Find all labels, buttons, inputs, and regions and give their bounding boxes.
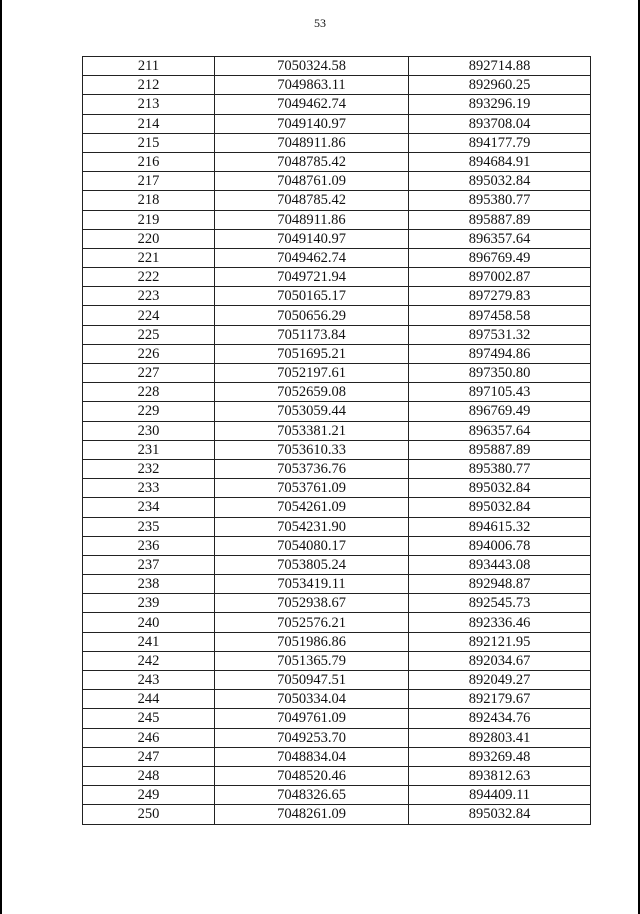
point-number-cell: 224 xyxy=(83,306,215,325)
easting-cell: 894177.79 xyxy=(409,133,591,152)
point-number-cell: 240 xyxy=(83,613,215,632)
northing-cell: 7048326.65 xyxy=(215,786,409,805)
table-row xyxy=(83,57,591,76)
point-number-cell: 213 xyxy=(83,95,215,114)
table-row xyxy=(83,210,591,229)
northing-cell: 7053610.33 xyxy=(215,440,409,459)
easting-cell: 892179.67 xyxy=(409,690,591,709)
coordinates-table xyxy=(82,56,591,825)
table-row xyxy=(83,364,591,383)
easting-cell: 895032.84 xyxy=(409,805,591,824)
table-row xyxy=(83,421,591,440)
point-number-cell: 237 xyxy=(83,555,215,574)
easting-cell: 894006.78 xyxy=(409,536,591,555)
point-number-cell: 216 xyxy=(83,152,215,171)
northing-cell: 7049253.70 xyxy=(215,728,409,747)
northing-cell: 7054231.90 xyxy=(215,517,409,536)
northing-cell: 7053736.76 xyxy=(215,459,409,478)
easting-cell: 892545.73 xyxy=(409,594,591,613)
point-number-cell: 241 xyxy=(83,632,215,651)
northing-cell: 7048785.42 xyxy=(215,191,409,210)
table-row xyxy=(83,229,591,248)
northing-cell: 7050165.17 xyxy=(215,287,409,306)
point-number-cell: 218 xyxy=(83,191,215,210)
easting-cell: 892714.88 xyxy=(409,57,591,76)
easting-cell: 895380.77 xyxy=(409,459,591,478)
northing-cell: 7054261.09 xyxy=(215,498,409,517)
easting-cell: 895032.84 xyxy=(409,479,591,498)
point-number-cell: 219 xyxy=(83,210,215,229)
easting-cell: 896357.64 xyxy=(409,229,591,248)
easting-cell: 897494.86 xyxy=(409,344,591,363)
northing-cell: 7048761.09 xyxy=(215,172,409,191)
easting-cell: 895032.84 xyxy=(409,172,591,191)
table-row xyxy=(83,76,591,95)
point-number-cell: 227 xyxy=(83,364,215,383)
table-row xyxy=(83,651,591,670)
point-number-cell: 225 xyxy=(83,325,215,344)
northing-cell: 7051695.21 xyxy=(215,344,409,363)
table-row xyxy=(83,172,591,191)
northing-cell: 7054080.17 xyxy=(215,536,409,555)
table-row xyxy=(83,728,591,747)
easting-cell: 897279.83 xyxy=(409,287,591,306)
northing-cell: 7049462.74 xyxy=(215,248,409,267)
table-row xyxy=(83,690,591,709)
easting-cell: 892803.41 xyxy=(409,728,591,747)
northing-cell: 7052576.21 xyxy=(215,613,409,632)
table-row xyxy=(83,671,591,690)
northing-cell: 7051365.79 xyxy=(215,651,409,670)
table-row xyxy=(83,709,591,728)
easting-cell: 896769.49 xyxy=(409,402,591,421)
easting-cell: 894409.11 xyxy=(409,786,591,805)
coordinates-table-body xyxy=(83,57,591,825)
point-number-cell: 246 xyxy=(83,728,215,747)
point-number-cell: 221 xyxy=(83,248,215,267)
table-row xyxy=(83,747,591,766)
table-row xyxy=(83,383,591,402)
easting-cell: 892434.76 xyxy=(409,709,591,728)
point-number-cell: 247 xyxy=(83,747,215,766)
northing-cell: 7051986.86 xyxy=(215,632,409,651)
scan-left-edge xyxy=(0,0,2,914)
easting-cell: 895887.89 xyxy=(409,210,591,229)
easting-cell: 893443.08 xyxy=(409,555,591,574)
northing-cell: 7049761.09 xyxy=(215,709,409,728)
northing-cell: 7052938.67 xyxy=(215,594,409,613)
point-number-cell: 211 xyxy=(83,57,215,76)
point-number-cell: 238 xyxy=(83,575,215,594)
northing-cell: 7051173.84 xyxy=(215,325,409,344)
northing-cell: 7049863.11 xyxy=(215,76,409,95)
easting-cell: 895380.77 xyxy=(409,191,591,210)
table-row xyxy=(83,268,591,287)
point-number-cell: 249 xyxy=(83,786,215,805)
point-number-cell: 220 xyxy=(83,229,215,248)
easting-cell: 894615.32 xyxy=(409,517,591,536)
point-number-cell: 244 xyxy=(83,690,215,709)
point-number-cell: 235 xyxy=(83,517,215,536)
table-row xyxy=(83,287,591,306)
table-row xyxy=(83,594,591,613)
easting-cell: 892948.87 xyxy=(409,575,591,594)
northing-cell: 7048520.46 xyxy=(215,766,409,785)
table-row xyxy=(83,325,591,344)
point-number-cell: 239 xyxy=(83,594,215,613)
point-number-cell: 243 xyxy=(83,671,215,690)
page-number: 53 xyxy=(314,16,326,30)
point-number-cell: 234 xyxy=(83,498,215,517)
point-number-cell: 223 xyxy=(83,287,215,306)
northing-cell: 7052197.61 xyxy=(215,364,409,383)
northing-cell: 7053059.44 xyxy=(215,402,409,421)
northing-cell: 7048911.86 xyxy=(215,210,409,229)
northing-cell: 7053805.24 xyxy=(215,555,409,574)
table-row xyxy=(83,805,591,824)
easting-cell: 893269.48 xyxy=(409,747,591,766)
point-number-cell: 226 xyxy=(83,344,215,363)
northing-cell: 7053381.21 xyxy=(215,421,409,440)
point-number-cell: 217 xyxy=(83,172,215,191)
northing-cell: 7048834.04 xyxy=(215,747,409,766)
table-row xyxy=(83,613,591,632)
point-number-cell: 229 xyxy=(83,402,215,421)
table-row xyxy=(83,114,591,133)
table-row xyxy=(83,248,591,267)
northing-cell: 7053419.11 xyxy=(215,575,409,594)
table-row xyxy=(83,555,591,574)
point-number-cell: 242 xyxy=(83,651,215,670)
easting-cell: 893296.19 xyxy=(409,95,591,114)
northing-cell: 7048785.42 xyxy=(215,152,409,171)
point-number-cell: 232 xyxy=(83,459,215,478)
easting-cell: 897105.43 xyxy=(409,383,591,402)
easting-cell: 896357.64 xyxy=(409,421,591,440)
easting-cell: 894684.91 xyxy=(409,152,591,171)
northing-cell: 7049462.74 xyxy=(215,95,409,114)
table-row xyxy=(83,306,591,325)
table-row xyxy=(83,517,591,536)
point-number-cell: 228 xyxy=(83,383,215,402)
table-row xyxy=(83,632,591,651)
point-number-cell: 233 xyxy=(83,479,215,498)
northing-cell: 7049721.94 xyxy=(215,268,409,287)
table-row xyxy=(83,191,591,210)
easting-cell: 893812.63 xyxy=(409,766,591,785)
northing-cell: 7048911.86 xyxy=(215,133,409,152)
table-row xyxy=(83,498,591,517)
easting-cell: 897350.80 xyxy=(409,364,591,383)
point-number-cell: 245 xyxy=(83,709,215,728)
point-number-cell: 248 xyxy=(83,766,215,785)
northing-cell: 7050334.04 xyxy=(215,690,409,709)
easting-cell: 893708.04 xyxy=(409,114,591,133)
easting-cell: 897458.58 xyxy=(409,306,591,325)
table-row xyxy=(83,95,591,114)
northing-cell: 7048261.09 xyxy=(215,805,409,824)
point-number-cell: 230 xyxy=(83,421,215,440)
point-number-cell: 222 xyxy=(83,268,215,287)
table-row xyxy=(83,440,591,459)
easting-cell: 892049.27 xyxy=(409,671,591,690)
easting-cell: 892121.95 xyxy=(409,632,591,651)
table-row xyxy=(83,479,591,498)
table-row xyxy=(83,459,591,478)
point-number-cell: 212 xyxy=(83,76,215,95)
northing-cell: 7050947.51 xyxy=(215,671,409,690)
table-row xyxy=(83,344,591,363)
point-number-cell: 231 xyxy=(83,440,215,459)
easting-cell: 895032.84 xyxy=(409,498,591,517)
northing-cell: 7050656.29 xyxy=(215,306,409,325)
easting-cell: 892034.67 xyxy=(409,651,591,670)
easting-cell: 897531.32 xyxy=(409,325,591,344)
northing-cell: 7049140.97 xyxy=(215,229,409,248)
table-row xyxy=(83,536,591,555)
table-row xyxy=(83,786,591,805)
easting-cell: 897002.87 xyxy=(409,268,591,287)
table-row xyxy=(83,766,591,785)
easting-cell: 895887.89 xyxy=(409,440,591,459)
point-number-cell: 214 xyxy=(83,114,215,133)
northing-cell: 7052659.08 xyxy=(215,383,409,402)
point-number-cell: 236 xyxy=(83,536,215,555)
easting-cell: 892960.25 xyxy=(409,76,591,95)
table-row xyxy=(83,402,591,421)
northing-cell: 7049140.97 xyxy=(215,114,409,133)
point-number-cell: 215 xyxy=(83,133,215,152)
table-row xyxy=(83,152,591,171)
easting-cell: 892336.46 xyxy=(409,613,591,632)
table-row xyxy=(83,133,591,152)
easting-cell: 896769.49 xyxy=(409,248,591,267)
northing-cell: 7053761.09 xyxy=(215,479,409,498)
point-number-cell: 250 xyxy=(83,805,215,824)
northing-cell: 7050324.58 xyxy=(215,57,409,76)
table-row xyxy=(83,575,591,594)
